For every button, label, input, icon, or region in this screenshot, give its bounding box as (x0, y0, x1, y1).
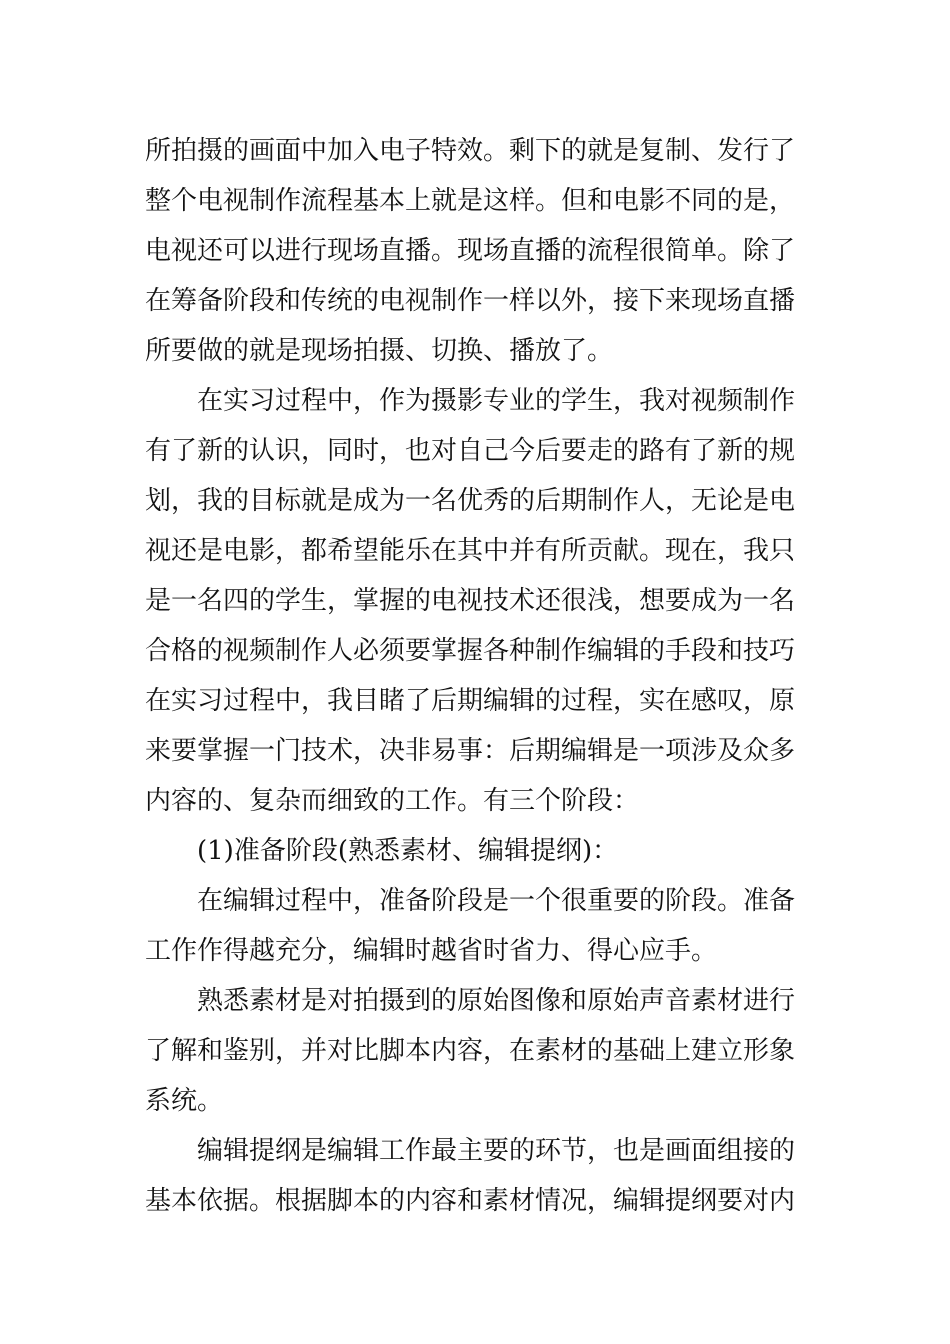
text-line: 有了新的认识，同时，也对自己今后要走的路有了新的规 (145, 436, 796, 466)
text-line: 电视还可以进行现场直播。现场直播的流程很简单。除了 (145, 236, 796, 266)
paragraph-start-line: 在实习过程中，作为摄影专业的学生，我对视频制作 (197, 386, 796, 416)
text-line: 整个电视制作流程基本上就是这样。但和电影不同的是， (145, 186, 796, 216)
text-line: 所要做的就是现场拍摄、切换、播放了。 (145, 336, 614, 366)
paragraph-start-line: 熟悉素材是对拍摄到的原始图像和原始声音素材进行 (197, 986, 796, 1016)
text-line: 来要掌握一门技术，决非易事：后期编辑是一项涉及众多 (145, 736, 796, 766)
document-body (145, 126, 810, 1226)
text-line: 在筹备阶段和传统的电视制作一样以外，接下来现场直播 (145, 286, 796, 316)
text-line: 是一名四的学生，掌握的电视技术还很浅，想要成为一名 (145, 586, 796, 616)
text-line: 工作作得越充分，编辑时越省时省力、得心应手。 (145, 936, 718, 966)
text-line: 系统。 (145, 1086, 224, 1116)
text-line: 内容的、复杂而细致的工作。有三个阶段： (145, 786, 640, 816)
text-line: 基本依据。根据脚本的内容和素材情况，编辑提纲要对内 (145, 1186, 796, 1216)
text-line: 所拍摄的画面中加入电子特效。剩下的就是复制、发行了 (145, 136, 796, 166)
text-line: 了解和鉴别，并对比脚本内容，在素材的基础上建立形象 (145, 1036, 796, 1066)
section-heading-line: (1)准备阶段(熟悉素材、编辑提纲)： (197, 836, 619, 866)
text-line: 在实习过程中，我目睹了后期编辑的过程，实在感叹，原 (145, 686, 796, 716)
paragraph-start-line: 在编辑过程中，准备阶段是一个很重要的阶段。准备 (197, 886, 796, 916)
paragraph-start-line: 编辑提纲是编辑工作最主要的环节，也是画面组接的 (197, 1136, 796, 1166)
text-line: 划，我的目标就是成为一名优秀的后期制作人，无论是电 (145, 486, 796, 516)
text-line: 视还是电影，都希望能乐在其中并有所贡献。现在，我只 (145, 536, 796, 566)
text-line: 合格的视频制作人必须要掌握各种制作编辑的手段和技巧 (145, 636, 796, 666)
